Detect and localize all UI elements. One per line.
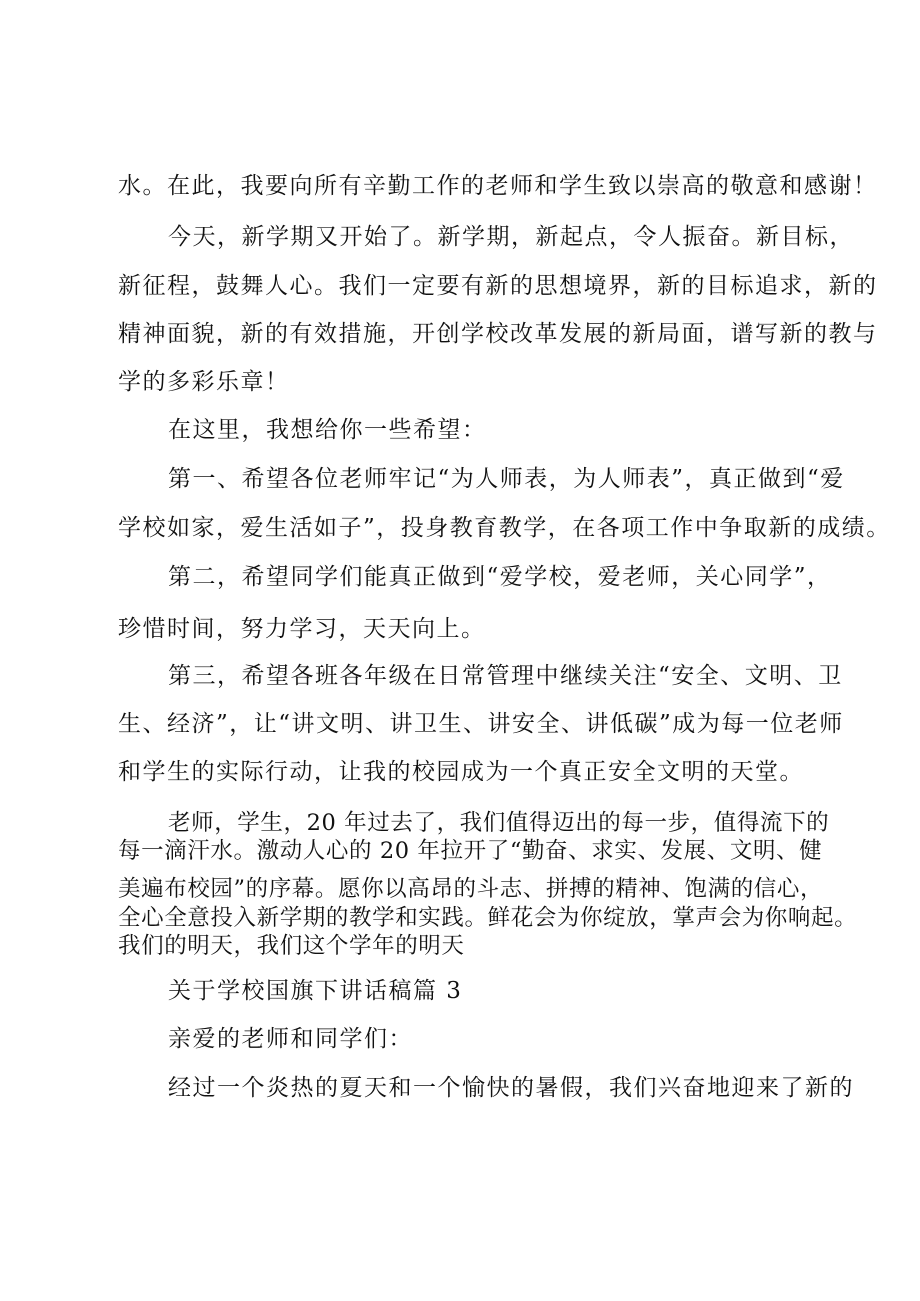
text-line: 第一、希望各位老师牢记“为人师表，为人师表”，真正做到“爱 — [168, 466, 845, 492]
text-line: 今天，新学期又开始了。新学期，新起点，令人振奋。新目标， — [168, 224, 854, 250]
text-line: 我们的明天，我们这个学年的明天 — [118, 933, 465, 959]
text-line: 美遍布校园”的序幕。愿你以高昂的斗志、拼搏的精神、饱满的信心， — [118, 876, 824, 902]
text-line: 每一滴汗水。激动人心的 20 年拉开了“勤奋、求实、发展、文明、健 — [118, 838, 823, 864]
text-line: 在这里，我想给你一些希望： — [168, 417, 487, 443]
section-heading: 关于学校国旗下讲话稿篇 3 — [168, 978, 463, 1004]
text-line: 经过一个炎热的夏天和一个愉快的暑假，我们兴奋地迎来了新的 — [168, 1075, 854, 1101]
text-line: 水。在此，我要向所有辛勤工作的老师和学生致以崇高的敬意和感谢！ — [118, 173, 878, 199]
text-line: 珍惜时间，努力学习，天天向上。 — [118, 616, 486, 642]
text-line: 学校如家，爱生活如子”，投身教育教学，在各项工作中争取新的成绩。 — [118, 515, 891, 541]
text-line: 全心全意投入新学期的教学和实践。鲜花会为你绽放，掌声会为你响起。 — [118, 905, 858, 931]
text-line: 和学生的实际行动，让我的校园成为一个真正安全文明的天堂。 — [118, 759, 804, 785]
text-line: 生、经济”，让“讲文明、讲卫生、讲安全、讲低碳”成为每一位老师 — [118, 711, 844, 737]
text-line: 老师，学生，20 年过去了，我们值得迈出的每一步，值得流下的 — [168, 810, 830, 836]
text-line: 学的多彩乐章！ — [118, 369, 290, 395]
text-line: 新征程，鼓舞人心。我们一定要有新的思想境界，新的目标追求，新的 — [118, 273, 878, 299]
text-line: 第三，希望各班各年级在日常管理中继续关注“安全、文明、卫 — [168, 663, 843, 689]
text-line: 第二，希望同学们能真正做到“爱学校，爱老师，关心同学”， — [168, 564, 832, 590]
salutation: 亲爱的老师和同学们： — [168, 1026, 413, 1052]
text-line: 精神面貌，新的有效措施，开创学校改革发展的新局面，谱写新的教与 — [118, 321, 878, 347]
